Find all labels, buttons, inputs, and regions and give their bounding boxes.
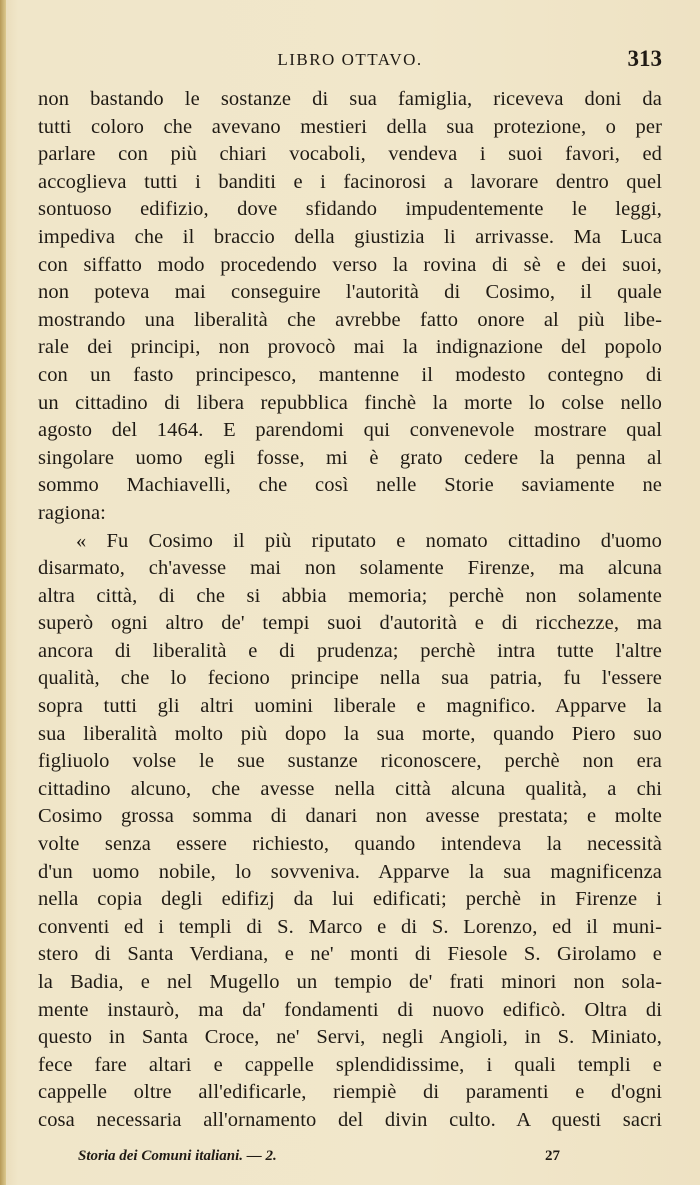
body-text	[38, 86, 662, 1135]
text-line: d'un uomo nobile, lo sovveniva. Apparve la sua magnificenza	[38, 860, 662, 883]
text-line: con un fasto principesco, mantenne il modesto contegno di	[38, 363, 662, 386]
text-line: sua liberalità molto più dopo la sua morte, quando Piero suo	[38, 722, 662, 745]
text-line: cappelle oltre all'edificarle, riempiè di paramenti e d'ogni	[38, 1081, 662, 1104]
text-line: mente instaurò, ma da' fondamenti di nuovo edificò. Oltra di	[38, 998, 662, 1021]
page-number: 313	[627, 46, 662, 71]
text-line: cittadino alcuno, che avesse nella città alcuna qualità, a chi	[38, 777, 662, 800]
text-line: figliuolo volse le sue sustanze riconoscere, perchè non era	[38, 750, 662, 773]
text-line: un cittadino di libera repubblica finchè la morte lo colse nello	[38, 391, 662, 414]
text-line: non bastando le sostanze di sua famiglia, riceveva doni da	[38, 88, 662, 110]
text-line: non poteva mai conseguire l'autorità di Cosimo, il quale	[38, 281, 662, 304]
running-title: LIBRO OTTAVO.	[277, 50, 423, 69]
text-line: mostrando una liberalità che avrebbe fatto onore al più libe-	[38, 308, 662, 331]
text-line: accoglieva tutti i banditi e i facinorosi a lavorare dentro quel	[38, 170, 662, 193]
paragraph-quotation	[38, 528, 662, 1135]
page-edge-shadow	[0, 0, 6, 1185]
text-line: altra città, di che si abbia memoria; perchè non solamente	[38, 584, 662, 607]
text-line: « Fu Cosimo il più riputato e nomato cittadino d'uomo	[76, 529, 662, 552]
text-line: qualità, che lo feciono principe nella sua patria, fu l'essere	[38, 667, 662, 690]
text-line: stero di Santa Verdiana, e ne' monti di Fiesole S. Girolamo e	[38, 943, 662, 966]
text-line: ragiona:	[38, 501, 106, 524]
text-line: cosa necessaria all'ornamento del divin culto. A questi sacri	[38, 1108, 662, 1131]
text-line: parlare con più chiari vocaboli, vendeva i suoi favori, ed	[38, 143, 662, 166]
text-line: conventi ed i templi di S. Marco e di S. Lorenzo, ed il muni-	[38, 915, 662, 938]
text-line: sontuoso edifizio, dove sfidando impudentemente le leggi,	[38, 198, 662, 221]
text-line: Cosimo grossa somma di danari non avesse prestata; e molte	[38, 805, 662, 828]
text-line: rale dei principi, non provocò mai la indignazione del popolo	[38, 336, 662, 359]
text-line: superò ogni altro de' tempi suoi d'autorità e di ricchezze, ma	[38, 612, 662, 635]
text-line: disarmato, ch'avesse mai non solamente Firenze, ma alcuna	[38, 557, 662, 580]
text-line: volte senza essere richiesto, quando intendeva la necessità	[38, 833, 662, 856]
page-footer	[78, 1148, 560, 1170]
text-line: fece fare altari e cappelle splendidissime, i quali templi e	[38, 1053, 662, 1076]
text-line: questo in Santa Croce, ne' Servi, negli Angioli, in S. Miniato,	[38, 1026, 662, 1049]
text-line: ancora di liberalità e di prudenza; perchè intra tutte l'altre	[38, 639, 662, 662]
text-line: con siffatto modo procedendo verso la rovina di sè e dei suoi,	[38, 253, 662, 276]
text-line: nella copia degli edifizj da lui edificati; perchè in Firenze i	[38, 888, 662, 911]
text-line: sopra tutti gli altri uomini liberale e magnifico. Apparve la	[38, 695, 662, 718]
signature-mark: 27	[545, 1148, 560, 1164]
text-line: sommo Machiavelli, che così nelle Storie saviamente ne	[38, 474, 662, 497]
text-line: tutti coloro che avevano mestieri della sua protezione, o per	[38, 115, 662, 138]
text-line: singolare uomo egli fosse, mi è grato cedere la penna al	[38, 446, 662, 469]
footer-book-title: Storia dei Comuni italiani. — 2.	[78, 1148, 277, 1164]
paragraph-narrative	[38, 86, 662, 528]
running-head	[38, 46, 662, 76]
text-line: la Badia, e nel Mugello un tempio de' frati minori non sola-	[38, 971, 662, 993]
text-line: agosto del 1464. E parendomi qui convenevole mostrare qual	[38, 419, 662, 442]
text-line: impediva che il braccio della giustizia li arrivasse. Ma Luca	[38, 225, 662, 248]
